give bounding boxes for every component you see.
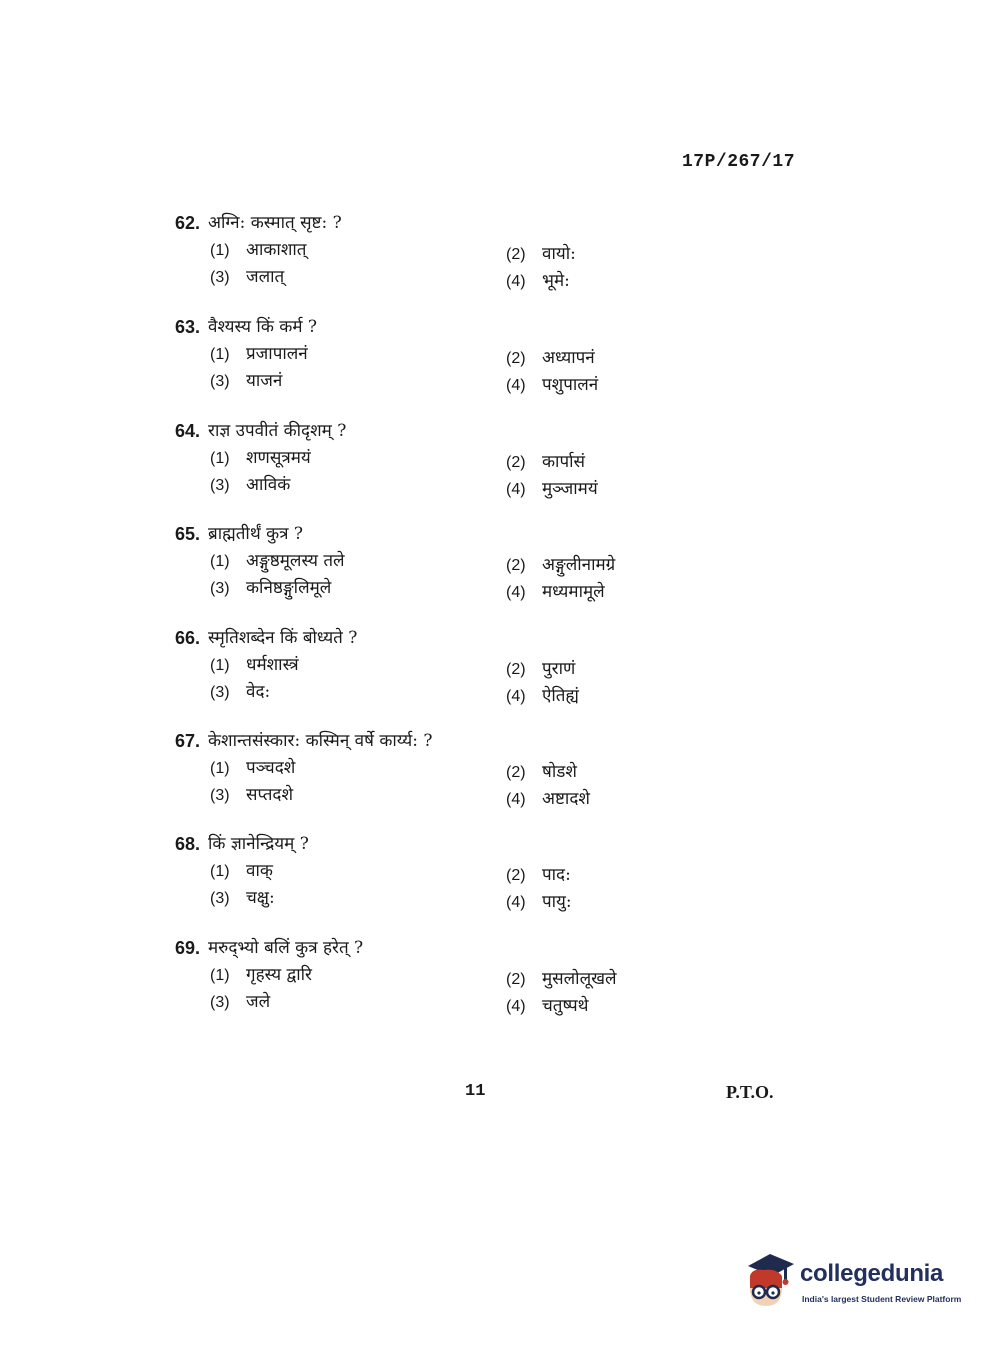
option-text: शणसूत्रमयं xyxy=(246,448,311,468)
option-label: (3) xyxy=(210,269,230,286)
brand-name: collegedunia xyxy=(800,1260,944,1287)
option-label: (1) xyxy=(210,657,230,674)
answer-option xyxy=(506,477,598,502)
answer-option xyxy=(506,994,588,1019)
collegedunia-logo xyxy=(742,1248,972,1318)
option-label: (3) xyxy=(210,580,230,597)
answer-option xyxy=(506,373,598,398)
question-block xyxy=(0,625,1001,705)
answer-option xyxy=(210,446,311,471)
option-label: (2) xyxy=(506,557,526,574)
question-text: ब्राह्मतीर्थं कुत्र ? xyxy=(208,524,304,544)
option-text: मुञ्जामयं xyxy=(542,479,598,499)
answer-option xyxy=(506,863,571,888)
option-label: (1) xyxy=(210,863,230,880)
option-label: (1) xyxy=(210,346,230,363)
question-text: राज्ञ उपवीतं कीदृशम् ? xyxy=(208,421,347,441)
answer-option xyxy=(210,990,270,1015)
option-text: मुसलोलूखले xyxy=(542,969,617,989)
answer-option xyxy=(210,653,299,678)
answer-option xyxy=(506,890,572,915)
mascot-icon xyxy=(742,1248,800,1312)
answer-option xyxy=(210,859,273,884)
option-text: अङ्गुष्ठमूलस्य तले xyxy=(246,551,345,571)
pto-label: P.T.O. xyxy=(726,1082,774,1102)
answer-option xyxy=(506,269,570,294)
option-label: (2) xyxy=(506,350,526,367)
option-label: (4) xyxy=(506,584,526,601)
option-text: वाक् xyxy=(246,861,273,881)
option-text: पायु: xyxy=(542,892,572,912)
option-text: याजनं xyxy=(246,371,283,391)
option-label: (3) xyxy=(210,684,230,701)
option-text: आकाशात् xyxy=(246,240,307,260)
option-label: (2) xyxy=(506,971,526,988)
question-number: 63. xyxy=(174,317,200,337)
question-text: अग्नि: कस्मात् सृष्ट: ? xyxy=(208,213,342,233)
question-text: मरुद्भ्यो बलिं कुत्र हरेत् ? xyxy=(208,938,364,958)
option-label: (4) xyxy=(506,481,526,498)
option-label: (4) xyxy=(506,377,526,394)
option-text: चक्षु: xyxy=(246,888,275,908)
question-block xyxy=(0,728,1001,808)
option-text: भूमे: xyxy=(542,271,570,291)
question-block xyxy=(0,314,1001,394)
question-text: केशान्तसंस्कार: कस्मिन् वर्षे कार्य्य: ? xyxy=(208,731,433,751)
option-text: प्रजापालनं xyxy=(246,344,308,364)
question-block xyxy=(0,210,1001,290)
paper-code: 17P/267/17 xyxy=(682,152,796,172)
option-label: (2) xyxy=(506,661,526,678)
question-number: 64. xyxy=(174,421,200,441)
question-block xyxy=(0,935,1001,1015)
option-text: आविकं xyxy=(246,475,291,495)
option-text: पञ्चदशे xyxy=(246,758,296,778)
option-label: (4) xyxy=(506,688,526,705)
option-label: (1) xyxy=(210,450,230,467)
answer-option xyxy=(210,576,331,601)
question-number: 65. xyxy=(174,524,200,544)
answer-option xyxy=(506,657,575,682)
option-label: (4) xyxy=(506,998,526,1015)
option-text: षोडशे xyxy=(542,762,577,782)
option-text: धर्मशास्त्रं xyxy=(246,655,299,675)
question-number: 67. xyxy=(174,731,200,751)
option-text: ऐतिह्यं xyxy=(542,686,579,706)
answer-option xyxy=(210,342,308,367)
answer-option xyxy=(506,787,590,812)
page-number: 11 xyxy=(465,1082,486,1101)
option-text: जलात् xyxy=(246,267,285,287)
answer-option xyxy=(210,756,295,781)
option-text: पुराणं xyxy=(542,659,576,679)
question-text: वैश्यस्य किं कर्म ? xyxy=(208,317,318,337)
option-label: (2) xyxy=(506,764,526,781)
option-text: अङ्गुलीनामग्रे xyxy=(542,555,616,575)
answer-option xyxy=(506,450,585,475)
option-text: गृहस्य द्वारि xyxy=(246,965,313,985)
option-label: (2) xyxy=(506,867,526,884)
option-label: (3) xyxy=(210,994,230,1011)
option-text: पशुपालनं xyxy=(542,375,599,395)
question-text: किं ज्ञानेन्द्रियम् ? xyxy=(208,834,309,854)
question-block xyxy=(0,831,1001,911)
answer-option xyxy=(506,967,617,992)
answer-option xyxy=(506,346,595,371)
question-text: स्मृतिशब्देन किं बोध्यते ? xyxy=(208,628,358,648)
answer-option xyxy=(506,684,579,709)
option-label: (1) xyxy=(210,242,230,259)
option-label: (4) xyxy=(506,894,526,911)
answer-option xyxy=(210,265,284,290)
option-label: (1) xyxy=(210,553,230,570)
question-number: 62. xyxy=(174,213,200,233)
answer-option xyxy=(210,238,307,263)
question-block xyxy=(0,521,1001,601)
option-label: (3) xyxy=(210,477,230,494)
answer-option xyxy=(506,553,615,578)
option-text: कार्पासं xyxy=(542,452,586,472)
answer-option xyxy=(506,580,605,605)
answer-option xyxy=(506,242,576,267)
option-label: (3) xyxy=(210,890,230,907)
option-text: जले xyxy=(246,992,271,1012)
answer-option xyxy=(210,963,312,988)
option-label: (4) xyxy=(506,273,526,290)
brand-tagline: India's largest Student Review Platform xyxy=(802,1294,962,1304)
question-number: 66. xyxy=(174,628,200,648)
question-number: 68. xyxy=(174,834,200,854)
option-label: (4) xyxy=(506,791,526,808)
option-text: सप्तदशे xyxy=(246,785,294,805)
question-block xyxy=(0,418,1001,498)
option-label: (1) xyxy=(210,760,230,777)
option-label: (2) xyxy=(506,454,526,471)
question-number: 69. xyxy=(174,938,200,958)
option-text: मध्यमामूले xyxy=(542,582,605,602)
option-label: (3) xyxy=(210,373,230,390)
option-text: पाद: xyxy=(542,865,571,885)
answer-option xyxy=(506,760,577,785)
option-text: कनिष्ठङ्गुलिमूले xyxy=(246,578,332,598)
answer-option xyxy=(210,783,293,808)
answer-option xyxy=(210,549,345,574)
answer-option xyxy=(210,886,275,911)
option-label: (1) xyxy=(210,967,230,984)
option-text: वेद: xyxy=(246,682,271,702)
option-text: अष्टादशे xyxy=(542,789,590,809)
answer-option xyxy=(210,473,290,498)
answer-option xyxy=(210,369,282,394)
answer-option xyxy=(210,680,270,705)
option-text: वायो: xyxy=(542,244,576,264)
option-text: चतुष्पथे xyxy=(542,996,589,1016)
option-text: अध्यापनं xyxy=(542,348,595,368)
option-label: (2) xyxy=(506,246,526,263)
option-label: (3) xyxy=(210,787,230,804)
